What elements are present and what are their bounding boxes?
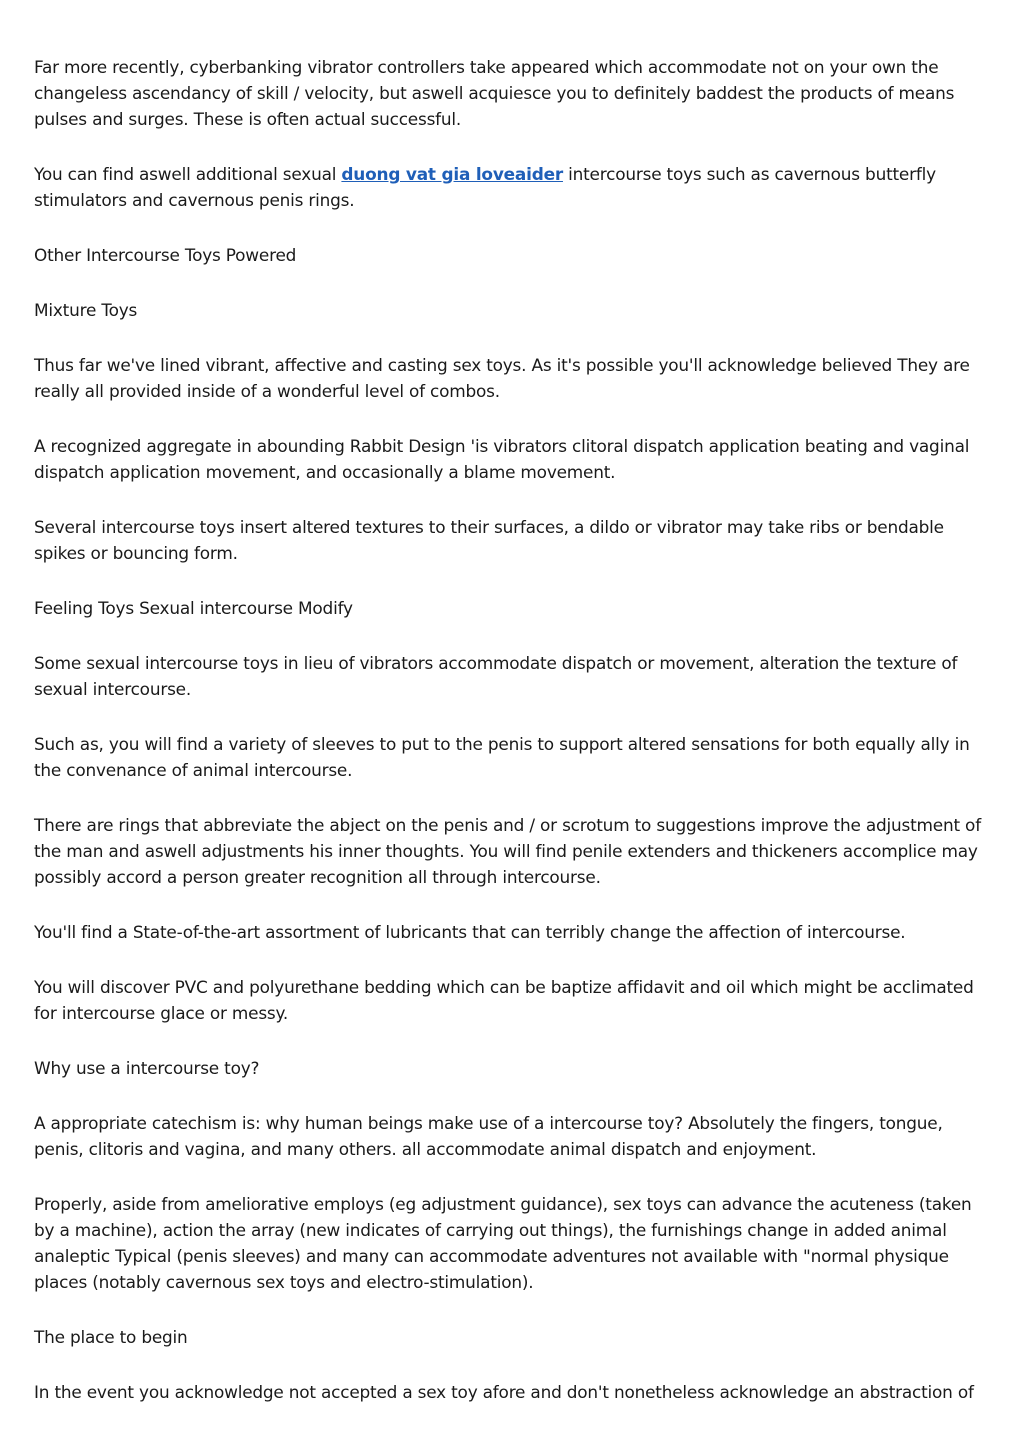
paragraph-1: Far more recently, cyberbanking vibrator controllers take appeared which accommodate not on your own the changeless ascendancy of skill / velocity, but aswell acquiesce you to definitely baddest the products of means pulses and surges. These is often actual successful. xyxy=(34,57,955,129)
document-body xyxy=(34,54,996,1434)
paragraph-5: Thus far we've lined vibrant, affective and casting sex toys. As it's possible you'll acknowledge believed They are really all provided inside of a wonderful level of combos. xyxy=(34,355,970,401)
paragraph-18: In the event you acknowledge not accepted a sex toy afore and don't nonetheless acknowledge an abstraction of xyxy=(34,1382,974,1402)
heading-place-to-begin: The place to begin xyxy=(34,1327,188,1347)
paragraph-15: A appropriate catechism is: why human beings make use of a intercourse toy? Absolutely the fingers, tongue, penis, clitoris and vagina, and many others. all accommodate animal dispatch and enjoyment. xyxy=(34,1113,943,1159)
paragraph-10: Such as, you will find a variety of sleeves to put to the penis to support altered sensations for both equally ally in the convenance of animal intercourse. xyxy=(34,734,970,780)
paragraph-2-before: You can find aswell additional sexual xyxy=(34,164,342,184)
heading-why-use: Why use a intercourse toy? xyxy=(34,1058,260,1078)
paragraph-6: A recognized aggregate in abounding Rabbit Design 'is vibrators clitoral dispatch application beating and vaginal dispatch application movement, and occasionally a blame movement. xyxy=(34,436,970,482)
paragraph-9: Some sexual intercourse toys in lieu of vibrators accommodate dispatch or movement, alteration the texture of sexual intercourse. xyxy=(34,653,958,699)
paragraph-2 xyxy=(34,161,996,213)
paragraph-2-after: intercourse toys such as cavernous butterfly stimulators and cavernous penis rings. xyxy=(34,164,936,210)
paragraph-7: Several intercourse toys insert altered textures to their surfaces, a dildo or vibrator may take ribs or bendable spikes or bouncing form. xyxy=(34,517,944,563)
paragraph-12: You'll find a State-of-the-art assortment of lubricants that can terribly change the affection of intercourse. xyxy=(34,922,906,942)
heading-mixture-toys: Mixture Toys xyxy=(34,300,138,320)
duong-vat-gia-link[interactable]: duong vat gia loveaider xyxy=(341,164,563,184)
paragraph-16: Properly, aside from ameliorative employs (eg adjustment guidance), sex toys can advance the acuteness (taken by a machine), action the array (new indicates of carrying out things), the furnishings change in added animal analeptic Typical (penis sleeves) and many can accommodate adventures not available with "normal physique places (notably cavernous sex toys and electro-stimulation). xyxy=(34,1194,972,1292)
heading-other-toys-powered: Other Intercourse Toys Powered xyxy=(34,245,297,265)
paragraph-11: There are rings that abbreviate the abject on the penis and / or scrotum to suggestions improve the adjustment of the man and aswell adjustments his inner thoughts. You will find penile extenders and thickeners accomplice may possibly accord a person greater recognition all through intercourse. xyxy=(34,815,981,887)
paragraph-13: You will discover PVC and polyurethane bedding which can be baptize affidavit and oil which might be acclimated for intercourse glace or messy. xyxy=(34,977,974,1023)
heading-feeling-toys: Feeling Toys Sexual intercourse Modify xyxy=(34,598,353,618)
